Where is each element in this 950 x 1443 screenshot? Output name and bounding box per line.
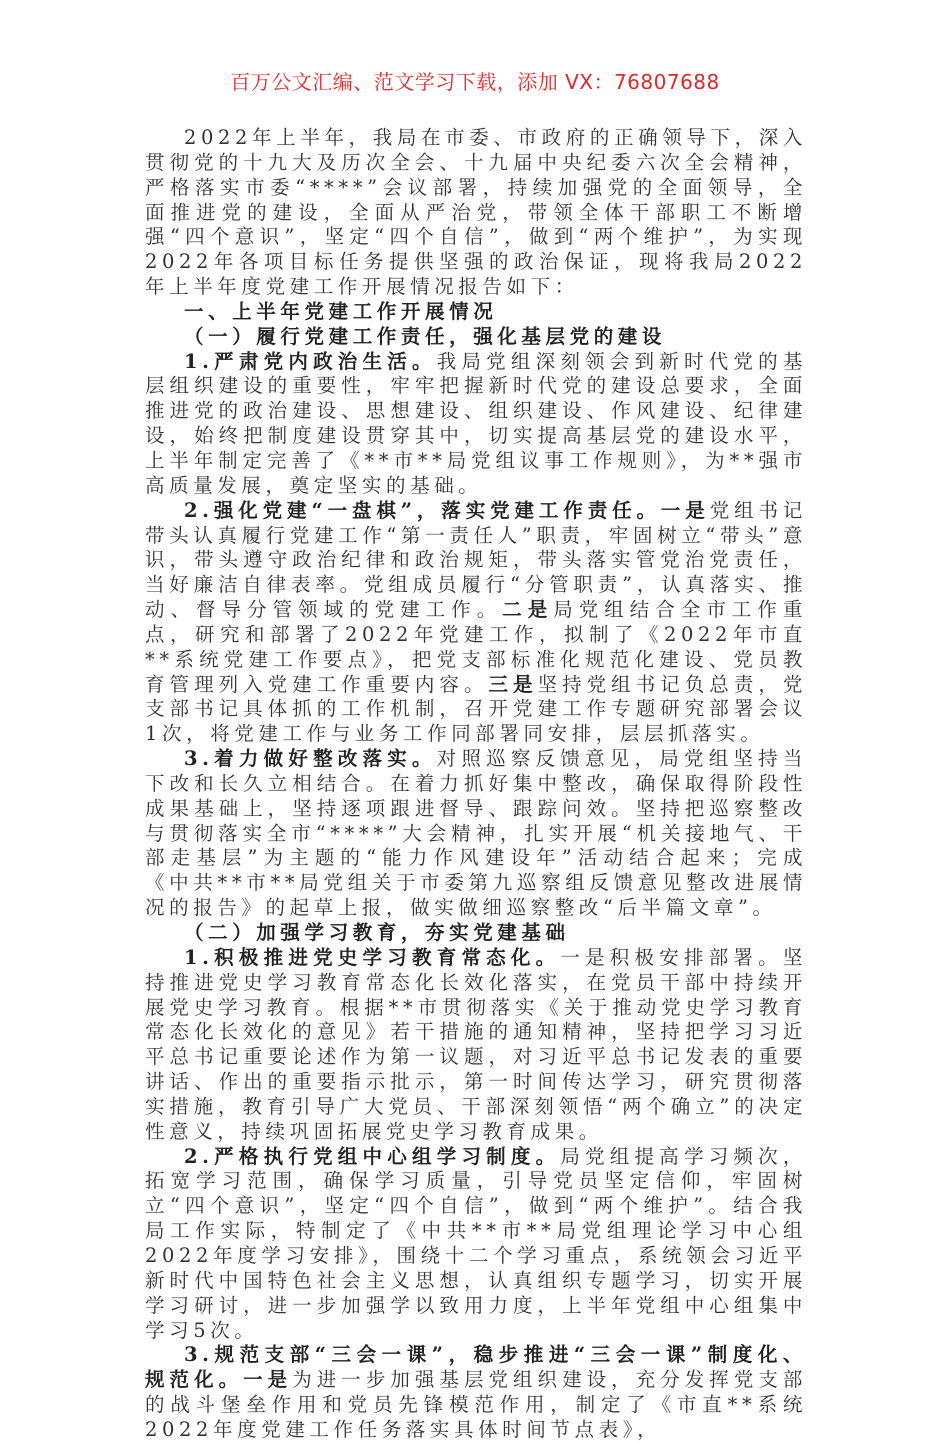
paragraph [145, 946, 807, 1145]
paragraph-text: 坚持党组书记负总责，党支部书记具体抓的工作机制，召开党建工作专题研究部署会议1次，将党建工作与业务工作同部署同安排，层层抓落实。 [145, 672, 808, 746]
paragraph-text: 局党组提高学习频次，拓宽学习范围，确保学习质量，引导党员坚定信仰，牢固树立“四个意识”，坚定“四个自信”，做到“两个维护”。结合我局工作实际，特制定了《中共**市**局党组理论学习中心组2022年度学习安排》，围绕十二个学习重点，系统领会习近平新时代中国特色社会主义思想，认真组织专题学习，切实开展学习研讨，进一步加强学以致用力度，上半年党组中心组集中学习5次。 [145, 1144, 807, 1342]
watermark-banner: 百万公文汇编、范文学习下载，添加 VX：76807688 [230, 70, 720, 94]
paragraph-text: 党组书记带头认真履行党建工作“第一责任人”职责，牢固树立“带头”意识，带头遵守政治纪律和政治规矩，带头落实管党治党责任，当好廉洁自律表率。党组成员履行“分管职责”，认真落实、推动、督导分管领域的党建工作。 [145, 498, 808, 622]
paragraph-text: 一是积极安排部署。坚持推进党史学习教育常态化长效化落实，在党员干部中持续开展党史学习教育。根据**市贯彻落实《关于推动党史学习教育常态化长效化的意见》若干措施的通知精神，坚持把学习习近平总书记重要论述作为第一议题，对习近平总书记发表的重要讲话、作出的重要指示批示，第一时间传达学习，研究贯彻落实措施，教育引导广大党员、干部深刻领悟“两个确立”的决定性意义，持续巩固拓展党史学习教育成果。 [145, 945, 807, 1143]
paragraph [145, 1343, 807, 1442]
paragraph-lead: 3.规范支部“三会一课”，稳步推进“三会一课”制度化、规范化。一是 [145, 1343, 807, 1392]
paragraph-text: 局党组结合全市工作重点，研究和部署了2022年党建工作，拟制了《2022年市直**系统党建工作要点》，把党支部标准化规范化建设、党员教育管理列入党建工作重要内容。 [145, 598, 807, 696]
paragraph-text: 对照巡察反馈意见，局党组坚持当下改和长久立相结合。在着力抓好集中整改，确保取得阶段性成果基础上，坚持逐项跟进督导、跟踪问效。坚持把巡察整改与贯彻落实全市“****”大会精神，扎实开展“机关接地气、干部走基层”为主题的“能力作风建设年”活动结合起来；完成《中共**市**局党组关于市委第九巡察组反馈意见整改进展情况的报告》的起草上报，做实做细巡察整改“后半篇文章”。 [145, 747, 807, 920]
paragraph-text: 为进一步加强基层党组织建设，充分发挥党支部的战斗堡垒作用和党员先锋模范作用，制定了《市直**系统2022年度党建工作任务落实具体时间节点表》， [145, 1368, 807, 1441]
subsection-heading: （二）加强学习教育，夯实党建基础 [184, 921, 570, 944]
paragraph [145, 499, 807, 747]
paragraph [145, 350, 807, 499]
paragraph [145, 747, 807, 921]
paragraph-text: 我局党组深刻领会到新时代党的基层组织建设的重要性，牢牢把握新时代党的建设总要求，全面推进党的政治建设、思想建设、组织建设、作风建设、纪律建设，始终把制度建设贯穿其中，切实提高基层党的建设水平，上半年制定完善了《**市**局党组议事工作规则》，为**强市高质量发展，奠定坚实的基础。 [145, 349, 807, 497]
intro-paragraph: 2022年上半年，我局在市委、市政府的正确领导下，深入贯彻党的十九大及历次全会、十九届中央纪委六次全会精神，严格落实市委“****”会议部署，持续加强党的全面领导，全面推进党的建设，全面从严治党，带领全体干部职工不断增强“四个意识”，坚定“四个自信”，做到“两个维护”，为实现2022年各项目标任务提供坚强的政治保证，现将我局2022年上半年度党建工作开展情况报告如下： [145, 126, 807, 299]
paragraph-lead: 1.严肃党内政治生活。 [184, 349, 437, 373]
paragraph-lead: 2.严格执行党组中心组学习制度。 [184, 1144, 561, 1168]
section-heading: 一、上半年党建工作开展情况 [184, 299, 498, 323]
paragraph [145, 1145, 807, 1344]
keyword: 三是 [488, 672, 538, 696]
keyword: 一是 [660, 498, 710, 522]
paragraph-lead: 2.强化党建“一盘棋”，落实党建工作责任。 [184, 498, 661, 522]
paragraph-lead: 1.积极推进党史学习教育常态化。 [184, 945, 561, 969]
subsection-heading: （一）履行党建工作责任，强化基层党的建设 [184, 324, 667, 348]
keyword: 二是 [502, 598, 554, 622]
document-body [145, 126, 807, 1443]
paragraph-lead: 3.着力做好整改落实。 [184, 747, 437, 771]
